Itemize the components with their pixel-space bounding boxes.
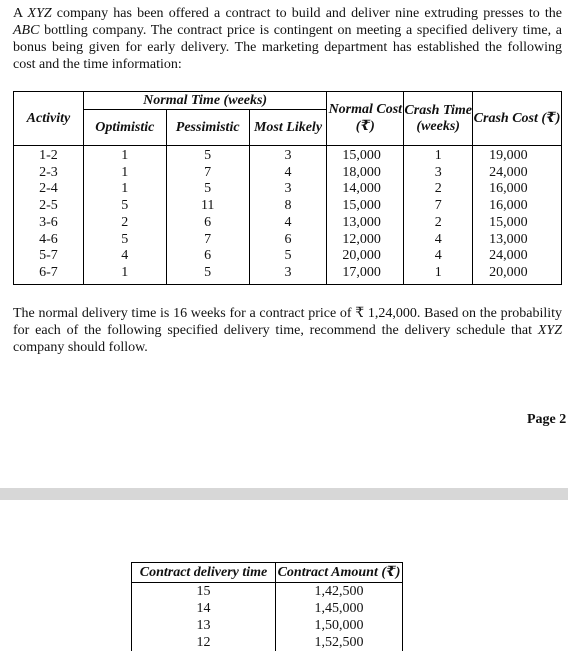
cell-normal-cost bbox=[327, 181, 404, 198]
intro-text-3: bottling company. The contract price is contingent on meeting a specified delivery time, a bonus being given for early delivery. The marketing department has established the following cost and the time information: bbox=[13, 23, 562, 72]
cell-value: 24,000 bbox=[473, 165, 528, 182]
table-row bbox=[14, 232, 562, 249]
cell-activity: 6-7 bbox=[14, 265, 84, 284]
cell-value: 15,000 bbox=[473, 215, 528, 232]
header-contract-amount: Contract Amount (₹) bbox=[276, 563, 403, 583]
table-row bbox=[14, 265, 562, 284]
header-delivery-time: Contract delivery time bbox=[132, 563, 276, 583]
cell-crash-cost bbox=[473, 265, 562, 284]
cell-pessimistic: 6 bbox=[166, 215, 249, 232]
table-row bbox=[132, 583, 403, 601]
cell-optimistic: 2 bbox=[83, 215, 166, 232]
conclusion-paragraph bbox=[13, 305, 562, 356]
table-row bbox=[14, 198, 562, 215]
table-row bbox=[132, 600, 403, 617]
cell-amount: 1,45,000 bbox=[276, 600, 403, 617]
cell-crash-cost bbox=[473, 232, 562, 249]
cell-optimistic: 1 bbox=[83, 265, 166, 284]
header-activity: Activity bbox=[14, 92, 84, 146]
cell-amount: 1,52,500 bbox=[276, 634, 403, 651]
cell-amount: 1,42,500 bbox=[276, 583, 403, 601]
cell-value: 15,000 bbox=[327, 198, 381, 215]
intro-text-1: A bbox=[13, 6, 28, 21]
company-name: XYZ bbox=[28, 6, 52, 21]
header-most-likely: Most Likely bbox=[249, 110, 327, 146]
cell-crash-cost bbox=[473, 215, 562, 232]
cell-normal-cost bbox=[327, 248, 404, 265]
page-number: Page 2 bbox=[527, 412, 566, 428]
cell-activity: 1-2 bbox=[14, 146, 84, 165]
cell-value: 15,000 bbox=[327, 148, 381, 165]
table-row bbox=[14, 165, 562, 182]
cell-crash-time: 4 bbox=[404, 248, 473, 265]
cell-time: 15 bbox=[132, 583, 276, 601]
header-crash-cost: Crash Cost (₹) bbox=[473, 92, 562, 146]
cell-most-likely: 3 bbox=[249, 181, 327, 198]
cell-value: 20,000 bbox=[327, 248, 381, 265]
cell-most-likely: 5 bbox=[249, 248, 327, 265]
cell-pessimistic: 11 bbox=[166, 198, 249, 215]
cell-optimistic: 5 bbox=[83, 232, 166, 249]
cell-crash-cost bbox=[473, 198, 562, 215]
cell-optimistic: 1 bbox=[83, 181, 166, 198]
cell-most-likely: 3 bbox=[249, 265, 327, 284]
cell-crash-time: 2 bbox=[404, 215, 473, 232]
cell-activity: 4-6 bbox=[14, 232, 84, 249]
cell-crash-time: 1 bbox=[404, 265, 473, 284]
cell-crash-cost bbox=[473, 146, 562, 165]
cell-value: 20,000 bbox=[473, 265, 528, 282]
cell-value: 19,000 bbox=[473, 148, 528, 165]
cell-amount: 1,50,000 bbox=[276, 617, 403, 634]
cell-value: 17,000 bbox=[327, 265, 381, 282]
cell-activity: 3-6 bbox=[14, 215, 84, 232]
cell-crash-cost bbox=[473, 181, 562, 198]
cell-activity: 2-5 bbox=[14, 198, 84, 215]
cell-crash-cost bbox=[473, 248, 562, 265]
cell-value: 13,000 bbox=[327, 215, 381, 232]
cell-pessimistic: 6 bbox=[166, 248, 249, 265]
cell-most-likely: 3 bbox=[249, 146, 327, 165]
cell-pessimistic: 5 bbox=[166, 146, 249, 165]
activity-table bbox=[13, 91, 562, 285]
cell-most-likely: 6 bbox=[249, 232, 327, 249]
client-name: ABC bbox=[13, 23, 39, 38]
table-row bbox=[14, 181, 562, 198]
header-optimistic: Optimistic bbox=[83, 110, 166, 146]
cell-normal-cost bbox=[327, 265, 404, 284]
cell-time: 12 bbox=[132, 634, 276, 651]
cell-crash-cost bbox=[473, 165, 562, 182]
cell-value: 12,000 bbox=[327, 232, 381, 249]
cell-crash-time: 1 bbox=[404, 146, 473, 165]
cell-crash-time: 3 bbox=[404, 165, 473, 182]
conclusion-text-2: company should follow. bbox=[13, 340, 148, 355]
table-row bbox=[14, 215, 562, 232]
table-row bbox=[132, 617, 403, 634]
header-pessimistic: Pessimistic bbox=[166, 110, 249, 146]
header-normal-time: Normal Time (weeks) bbox=[83, 92, 327, 110]
cell-pessimistic: 7 bbox=[166, 165, 249, 182]
cell-activity: 5-7 bbox=[14, 248, 84, 265]
cell-value: 18,000 bbox=[327, 165, 381, 182]
cell-time: 14 bbox=[132, 600, 276, 617]
cell-crash-time: 2 bbox=[404, 181, 473, 198]
cell-normal-cost bbox=[327, 215, 404, 232]
cell-normal-cost bbox=[327, 146, 404, 165]
cell-normal-cost bbox=[327, 198, 404, 215]
cell-pessimistic: 7 bbox=[166, 232, 249, 249]
activity-table-body bbox=[14, 146, 562, 285]
cell-most-likely: 8 bbox=[249, 198, 327, 215]
table-row bbox=[132, 634, 403, 651]
cell-optimistic: 5 bbox=[83, 198, 166, 215]
table-row bbox=[14, 248, 562, 265]
intro-text-2: company has been offered a contract to build and deliver nine extruding presses to the bbox=[52, 6, 562, 21]
cell-value: 13,000 bbox=[473, 232, 528, 249]
contract-table-body bbox=[132, 583, 403, 651]
header-normal-cost: Normal Cost (₹) bbox=[327, 92, 404, 146]
contract-table bbox=[131, 562, 403, 651]
cell-normal-cost bbox=[327, 232, 404, 249]
cell-optimistic: 1 bbox=[83, 146, 166, 165]
cell-optimistic: 4 bbox=[83, 248, 166, 265]
cell-most-likely: 4 bbox=[249, 165, 327, 182]
cell-time: 13 bbox=[132, 617, 276, 634]
cell-value: 14,000 bbox=[327, 181, 381, 198]
cell-pessimistic: 5 bbox=[166, 181, 249, 198]
company-name: XYZ bbox=[538, 323, 562, 338]
cell-normal-cost bbox=[327, 165, 404, 182]
cell-optimistic: 1 bbox=[83, 165, 166, 182]
intro-paragraph bbox=[13, 5, 562, 73]
table-row bbox=[14, 146, 562, 165]
cell-activity: 2-4 bbox=[14, 181, 84, 198]
cell-crash-time: 4 bbox=[404, 232, 473, 249]
cell-pessimistic: 5 bbox=[166, 265, 249, 284]
cell-crash-time: 7 bbox=[404, 198, 473, 215]
conclusion-text-1: The normal delivery time is 16 weeks for a contract price of ₹ 1,24,000. Based on the probability for each of the following specified delivery time, recommend the delivery schedule that bbox=[13, 306, 562, 338]
cell-activity: 2-3 bbox=[14, 165, 84, 182]
header-crash-time: Crash Time (weeks) bbox=[404, 92, 473, 146]
cell-most-likely: 4 bbox=[249, 215, 327, 232]
cell-value: 16,000 bbox=[473, 181, 528, 198]
cell-value: 24,000 bbox=[473, 248, 528, 265]
page-separator bbox=[0, 488, 568, 500]
cell-value: 16,000 bbox=[473, 198, 528, 215]
